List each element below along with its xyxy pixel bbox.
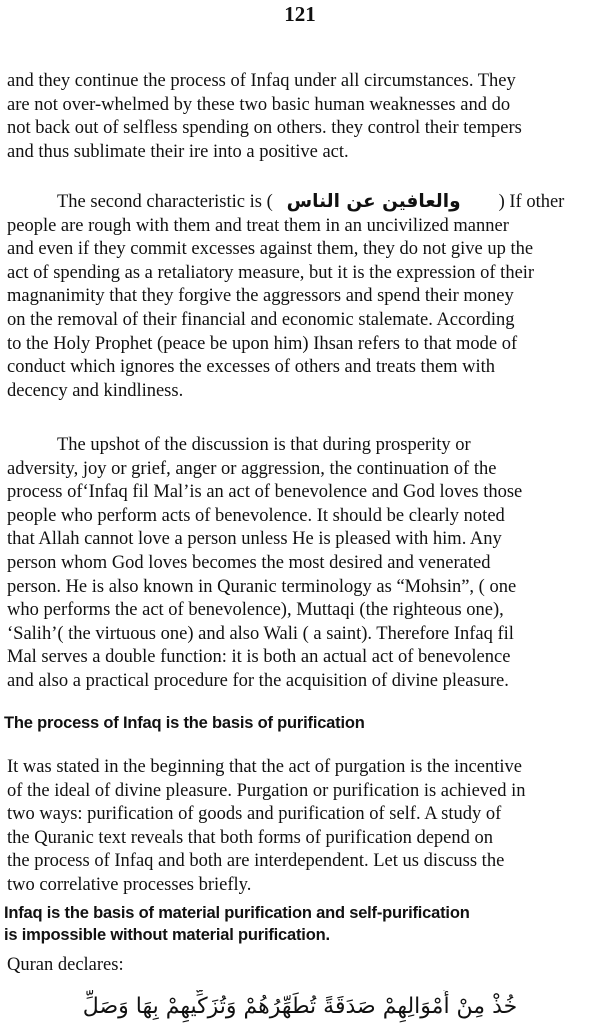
text-line: people are rough with them and treat them in an uncivilized manner [7,215,509,236]
text-line: two correlative processes briefly. [7,874,252,895]
text-line [7,190,593,215]
paragraph-purgation [7,756,593,898]
paragraph-second-characteristic [7,190,593,403]
text-line: process of‘Infaq fil Mal’is an act of benevolence and God loves those [7,482,523,503]
text-line: Quran declares: [7,955,124,975]
text-line: on the removal of their financial and economic stalemate. According [7,309,515,330]
text-line: that Allah cannot love a person unless He is pleased with him. Any [7,529,502,550]
text-line: decency and kindliness. [7,380,184,401]
quran-verse: خُذْ مِنْ أَمْوَالِهِمْ صَدَقَةً تُطَهِّرُهُمْ وَتُزَكِّيهِمْ بِهَا وَصَلِّ [82,994,518,1019]
text-line: person. He is also known in Quranic terminology as “Mohsin”, ( one [7,576,517,597]
text-line: magnanimity that they forgive the aggressors and spend their money [7,286,514,307]
paragraph-upshot [7,434,593,694]
text-line: It was stated in the beginning that the act of purgation is the incentive [7,757,522,777]
text-line: are not over-whelmed by these two basic human weaknesses and do [7,94,511,115]
text-line: two ways: purification of goods and purification of self. A study of [7,804,502,825]
page-number: 121 [284,2,316,26]
paragraph-infaq-circumstances [7,70,593,164]
text-line: person whom God loves becomes the most desired and venerated [7,552,491,573]
text-line: and even if they commit excesses against them, they do not give up the [7,239,534,260]
heading-line: Infaq is the basis of material purification and self-purification [4,904,470,922]
subsection-heading [4,902,594,946]
arabic-phrase: والعافين عن الناس [286,191,461,212]
heading-line: The process of Infaq is the basis of purification [4,714,365,732]
text-line: and also a practical procedure for the acquisition of divine pleasure. [7,670,509,691]
text-line: the Quranic text reveals that both forms of purification depend on [7,827,493,848]
quran-intro [7,954,593,978]
text-fragment: ) If other [498,192,565,212]
text-line: people who perform acts of benevolence. It should be clearly noted [7,505,505,526]
text-line [7,434,593,458]
text-line: and they continue the process of Infaq under all circumstances. They [7,71,516,91]
text-line: to the Holy Prophet (peace be upon him) Ihsan refers to that mode of [7,333,518,354]
text-fragment: The second characteristic is ( [57,192,273,212]
text-line: of the ideal of divine pleasure. Purgation or purification is achieved in [7,780,526,801]
text-line: Mal serves a double function: it is both an actual act of benevolence [7,647,511,668]
heading-line: is impossible without material purification. [4,926,330,944]
text-line: and thus sublimate their ire into a positive act. [7,141,349,162]
text-line: who performs the act of benevolence), Muttaqi (the righteous one), [7,600,504,621]
text-line: the process of Infaq and both are interdependent. Let us discuss the [7,851,505,872]
text-line: adversity, joy or grief, anger or aggression, the continuation of the [7,458,497,479]
text-line: act of spending as a retaliatory measure, but it is the expression of their [7,262,535,283]
text-line: not back out of selfless spending on others. they control their tempers [7,118,522,139]
text-line: ‘Salih’( the virtuous one) and also Wali ( a saint). Therefore Infaq fil [7,623,514,644]
text-fragment: The upshot of the discussion is that during prosperity or [57,435,471,455]
section-heading [4,712,594,734]
text-line: conduct which ignores the excesses of others and treats them with [7,357,496,378]
